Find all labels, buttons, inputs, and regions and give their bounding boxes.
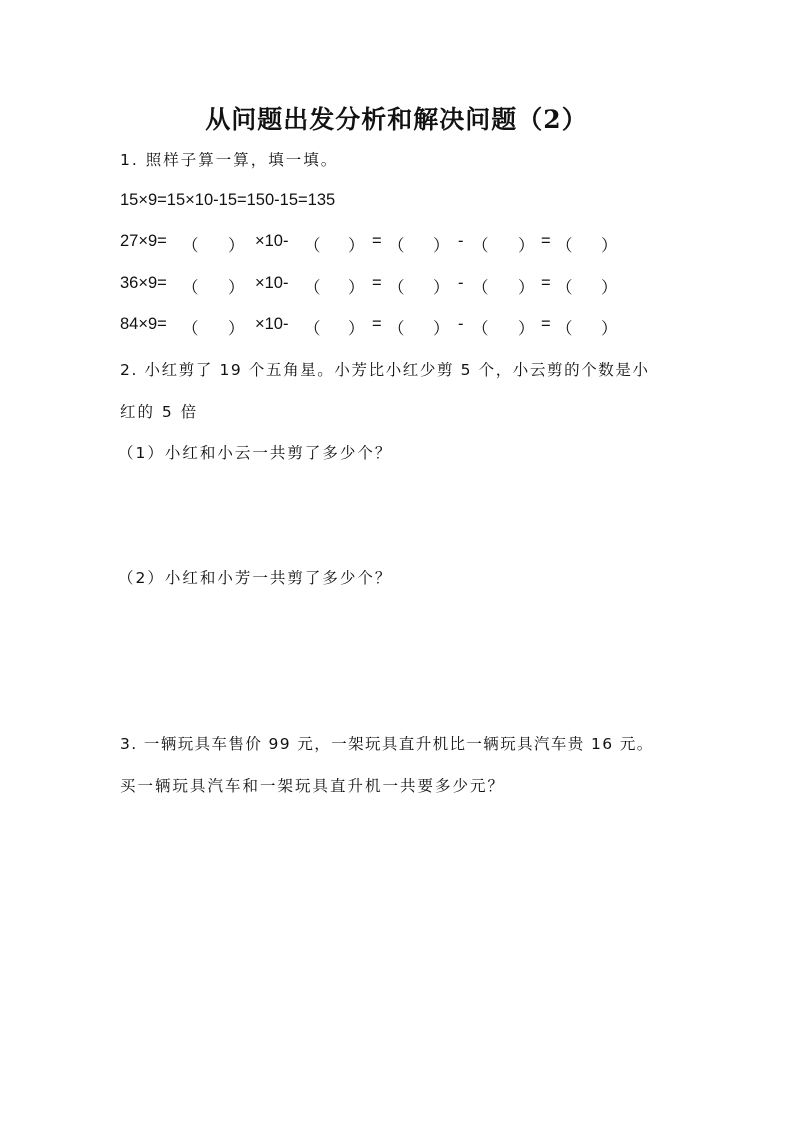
- blank-open: （: [304, 279, 321, 297]
- row-equals: =: [541, 274, 551, 292]
- blank-open: （: [472, 237, 489, 255]
- row-minus: -: [458, 232, 464, 250]
- blank-open: （: [472, 279, 489, 297]
- row-equals: =: [541, 315, 551, 333]
- blank-open: （: [182, 279, 199, 297]
- blank-close: ）: [348, 320, 365, 338]
- blank-open: （: [304, 320, 321, 338]
- blank-open: （: [182, 320, 199, 338]
- blank-close: ）: [433, 279, 450, 297]
- q3-line2: 买一辆玩具汽车和一架玩具直升机一共要多少元？: [120, 777, 506, 795]
- blank-open: （: [472, 320, 489, 338]
- blank-close: ）: [433, 320, 450, 338]
- q1-prompt: 1. 照样子算一算，填一填。: [120, 151, 339, 169]
- row-op: ×10-: [255, 315, 289, 333]
- row-lhs: 36×9=: [120, 274, 167, 292]
- q2-sub2: （2）小红和小芳一共剪了多少个？: [118, 569, 393, 587]
- row-equals: =: [372, 315, 382, 333]
- row-lhs: 27×9=: [120, 232, 167, 250]
- blank-open: （: [556, 320, 573, 338]
- row-equals: =: [372, 274, 382, 292]
- blank-close: ）: [518, 237, 535, 255]
- blank-open: （: [556, 279, 573, 297]
- q2-sub1: （1）小红和小云一共剪了多少个？: [118, 444, 393, 462]
- blank-close: ）: [228, 279, 245, 297]
- row-equals: =: [372, 232, 382, 250]
- q3-line1: 3. 一辆玩具车售价 99 元，一架玩具直升机比一辆玩具汽车贵 16 元。: [120, 735, 654, 753]
- blank-open: （: [182, 237, 199, 255]
- row-op: ×10-: [255, 274, 289, 292]
- blank-close: ）: [518, 279, 535, 297]
- q2-line1: 2. 小红剪了 19 个五角星。小芳比小红少剪 5 个，小云剪的个数是小: [120, 361, 650, 379]
- blank-open: （: [388, 237, 405, 255]
- blank-close: ）: [601, 320, 618, 338]
- blank-open: （: [556, 237, 573, 255]
- row-equals: =: [541, 232, 551, 250]
- row-minus: -: [458, 274, 464, 292]
- blank-close: ）: [433, 237, 450, 255]
- q1-row-1: [0, 232, 793, 256]
- blank-open: （: [388, 320, 405, 338]
- blank-close: ）: [228, 237, 245, 255]
- blank-close: ）: [348, 279, 365, 297]
- blank-close: ）: [601, 237, 618, 255]
- blank-close: ）: [601, 279, 618, 297]
- page-title: 从问题出发分析和解决问题（2）: [205, 105, 588, 134]
- row-lhs: 84×9=: [120, 315, 167, 333]
- blank-close: ）: [348, 237, 365, 255]
- blank-close: ）: [518, 320, 535, 338]
- blank-open: （: [388, 279, 405, 297]
- q1-row-2: [0, 274, 793, 298]
- q1-row-3: [0, 315, 793, 339]
- blank-open: （: [304, 237, 321, 255]
- row-op: ×10-: [255, 232, 289, 250]
- blank-close: ）: [228, 320, 245, 338]
- row-minus: -: [458, 315, 464, 333]
- q1-example: 15×9=15×10-15=150-15=135: [120, 191, 336, 209]
- q2-line2: 红的 5 倍: [120, 403, 199, 421]
